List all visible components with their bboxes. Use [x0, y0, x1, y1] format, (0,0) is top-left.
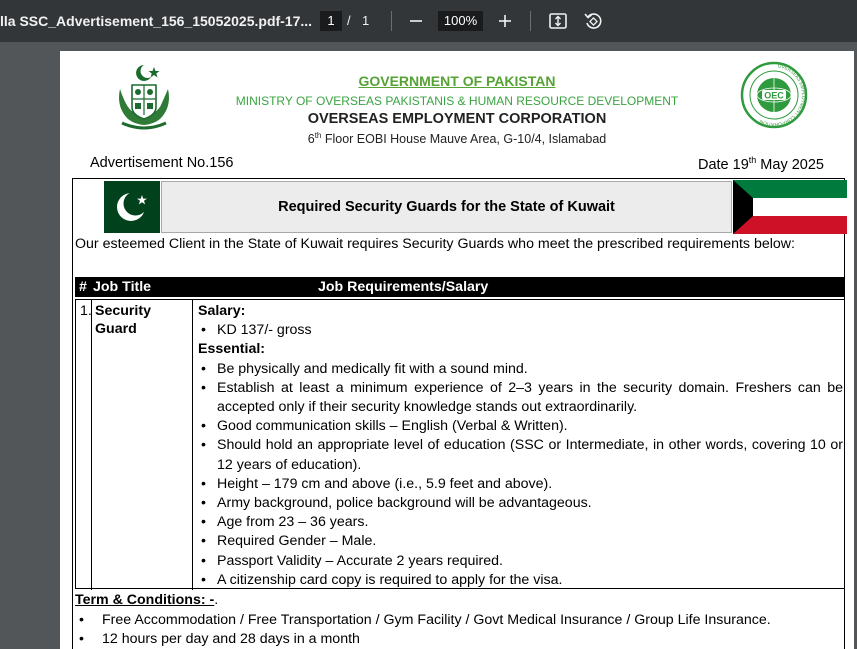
address-floor-suffix: th [314, 131, 322, 140]
intro-paragraph: Our esteemed Client in the State of Kuwait requires Security Guards who meet the prescribed requirements below: [75, 236, 795, 252]
terms-heading: Term & Conditions: - [75, 592, 215, 608]
salary-label: Salary: [198, 303, 246, 319]
essential-item: • A citizenship card copy is required to apply for the visa. [198, 571, 843, 590]
essential-item: • Height – 179 cm and above (i.e., 5.9 feet and above). [198, 475, 843, 494]
zoom-in-button[interactable] [492, 8, 518, 34]
terms-list [75, 611, 845, 649]
essential-list [198, 360, 843, 590]
header-requirements: Job Requirements/Salary [318, 279, 489, 295]
ministry-name: MINISTRY OF OVERSEAS PAKISTANIS & HUMAN RESOURCE DEVELOPMENT [235, 94, 679, 108]
essential-item: • Good communication skills – English (Verbal & Written). [198, 417, 843, 436]
terms-item: • Free Accommodation / Free Transportation / Gym Facility / Govt Medical Insurance / Group Life Insurance. [75, 611, 845, 631]
row-job-title: Security Guard [95, 303, 151, 337]
terms-section [75, 591, 845, 649]
plus-icon [492, 8, 518, 34]
terms-heading-tail: . [214, 592, 219, 608]
date-month-year: May 2025 [756, 156, 824, 173]
requirements-cell [198, 302, 843, 590]
fit-page-icon [545, 8, 571, 34]
header-number: # [79, 279, 87, 295]
page-number-input[interactable]: 1 [320, 11, 342, 31]
pakistan-flag-icon [98, 181, 160, 233]
date-day-suffix: th [748, 155, 757, 165]
column-divider [91, 300, 92, 590]
essential-item: • Required Gender – Male. [198, 532, 843, 551]
essential-item: • Army background, police background will be advantageous. [198, 494, 843, 513]
rotate-button[interactable] [580, 8, 606, 34]
zoom-out-button[interactable] [403, 8, 429, 34]
date-day: Date 19 [697, 156, 749, 173]
corporation-name: OVERSEAS EMPLOYMENT CORPORATION [307, 111, 607, 127]
toolbar-divider [391, 11, 392, 31]
terms-item: • 12 hours per day and 28 days in a month [75, 630, 845, 649]
oec-logo-icon [740, 61, 808, 129]
column-divider [192, 300, 193, 590]
office-address [60, 131, 854, 146]
pdf-toolbar [0, 0, 857, 42]
essential-item: • Be physically and medically fit with a sound mind. [198, 360, 843, 379]
essential-item: • Passport Validity – Accurate 2 years required. [198, 552, 843, 571]
rotate-icon [580, 8, 606, 34]
zoom-level-input[interactable]: 100% [438, 11, 483, 31]
oec-logo-ring-text: OVERSEAS EMPLOYMENT CORPORATION [759, 64, 805, 127]
advertisement-date [698, 155, 824, 173]
fit-to-page-button[interactable] [545, 8, 571, 34]
salary-item: • KD 137/- gross [198, 321, 843, 340]
toolbar-divider [530, 11, 531, 31]
page-total: 1 [362, 13, 370, 28]
kuwait-flag-icon [733, 180, 847, 234]
table-header [75, 277, 845, 297]
government-title: GOVERNMENT OF PAKISTAN [358, 73, 556, 89]
banner-title: Required Security Guards for the State of Kuwait [161, 181, 732, 233]
page-separator: / [347, 13, 351, 28]
minus-icon [403, 8, 429, 34]
essential-item: • Should hold an appropriate level of education (SSC or Intermediate, in other words, covering 10 or 12 years of education). [198, 436, 843, 474]
viewer-background [0, 42, 60, 649]
address-floor: 6 [307, 132, 315, 147]
pdf-page [60, 51, 854, 649]
advertisement-number: Advertisement No.156 [90, 155, 234, 171]
essential-item: • Establish at least a minimum experience of 2–3 years in the security domain. Freshers can be accepted only if their security knowledge stands out extraordinarily. [198, 379, 843, 417]
header-job-title: Job Title [93, 279, 152, 295]
document-title: lla SSC_Advertisement_156_15052025.pdf-17... [0, 13, 313, 29]
address-text: Floor EOBI House Mauve Area, G-10/4, Islamabad [321, 132, 607, 147]
essential-item: • Age from 23 – 36 years. [198, 513, 843, 532]
row-number: 1. [80, 303, 92, 319]
oec-logo-label: OEC [764, 90, 784, 101]
terms-heading-line [75, 591, 845, 611]
essential-label: Essential: [198, 341, 266, 358]
table-row [75, 299, 845, 589]
salary-list [198, 321, 843, 340]
